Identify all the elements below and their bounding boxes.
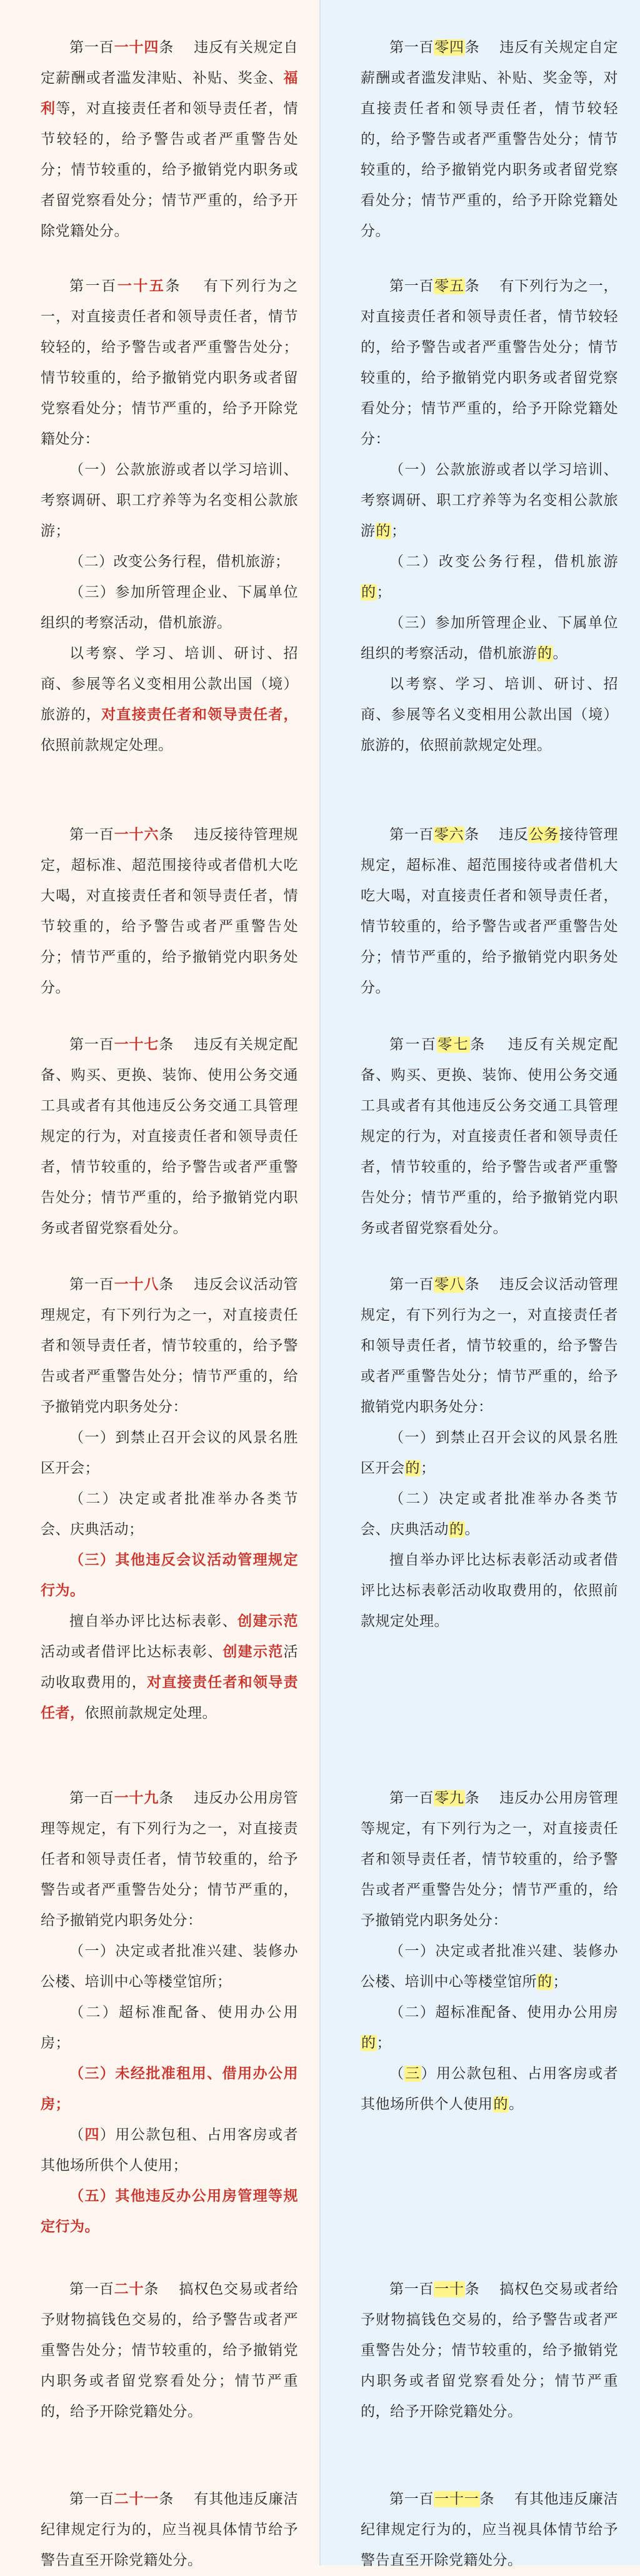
text-run: 。 <box>464 1521 479 1538</box>
changed-text: 的 <box>361 584 376 600</box>
article-heading-paragraph <box>361 1030 618 1244</box>
article-heading-paragraph <box>41 2274 298 2427</box>
left-article-2 <box>41 271 298 761</box>
revised-text: 一十九 <box>114 1790 159 1806</box>
revised-text: 对直接责任者和领导责任者， <box>41 1674 298 1721</box>
revised-text: 一十八 <box>114 1276 159 1293</box>
article-item-paragraph <box>41 455 298 547</box>
text-run: （一）决定或者批准兴建、装修办公楼、培训中心等楼堂馆所 <box>361 1943 618 1990</box>
changed-text: 一十 <box>434 2281 464 2297</box>
text-run: 条 搞权色交易或者给予财物搞钱色交易的，给予警告或者严重警告处分；情节较重的，给予撤销党内职务或者留党察看处分；情节严重的，给予开除党籍处分。 <box>361 2281 619 2420</box>
article-item-paragraph <box>41 1997 298 2059</box>
revised-text: 一十六 <box>114 827 159 843</box>
text-run: 条 违反办公用房管理等规定，有下列行为之一，对直接责任者和领导责任者，情节较重的，给予警告或者严重警告处分；情节严重的，给予撤销党内职务处分： <box>41 1790 299 1929</box>
text-run: ）用公款包租、占用客房或者其他场所供个人使用 <box>361 2066 619 2112</box>
changed-text: 的 <box>376 523 391 539</box>
article-item-paragraph <box>361 2059 618 2120</box>
article-item-paragraph <box>361 1484 618 1545</box>
revised-text: 二十 <box>114 2281 144 2297</box>
text-run: （三）参加所管理企业、下属单位组织的考察活动，借机旅游。 <box>41 584 298 631</box>
article-item-paragraph <box>361 608 618 669</box>
text-run: 第一百 <box>69 827 114 843</box>
text-run: ； <box>391 523 406 539</box>
revised-text: 四 <box>84 2127 100 2143</box>
article-item-paragraph <box>361 1423 618 1484</box>
text-run: 擅自举办评比达标表彰、 <box>69 1613 238 1629</box>
changed-text: 的 <box>449 1521 464 1538</box>
revised-text: 创建示范 <box>238 1613 299 1629</box>
changed-text: 零七 <box>438 1037 470 1053</box>
article-heading-paragraph <box>361 32 618 247</box>
text-run: （一）公款旅游或者以学习培训、考察调研、职工疗养等为名变相公款旅游 <box>361 462 618 539</box>
article-item-paragraph <box>361 1545 618 1637</box>
revised-text: （三）其他违反会议活动管理规定行为。 <box>41 1552 298 1599</box>
article-item-paragraph <box>361 669 618 761</box>
text-run: ； <box>376 584 391 600</box>
text-run: （二）超标准配备、使用办公用房 <box>389 2004 618 2021</box>
article-heading-paragraph <box>361 1270 618 1423</box>
text-run: （ <box>69 2127 85 2143</box>
text-run: （一）公款旅游或者以学习培训、考察调研、职工疗养等为名变相公款旅游； <box>41 462 298 539</box>
text-run: 条 违反有关规定自定薪酬或者滥发津贴、补贴、奖金、 <box>41 39 299 86</box>
text-run: 活动收取费用的， <box>41 1644 298 1691</box>
changed-text: 三 <box>405 2066 421 2082</box>
text-run: 第一百 <box>69 1037 114 1053</box>
changed-text: 零四 <box>434 39 464 56</box>
article-heading-paragraph <box>41 1270 298 1423</box>
right-article-2 <box>361 271 618 761</box>
right-article-4 <box>361 1030 618 1244</box>
article-item-paragraph <box>41 547 298 577</box>
article-item-paragraph <box>41 1545 298 1606</box>
left-article-3 <box>41 820 298 1003</box>
text-run: （二）改变公务行程，借机旅游； <box>69 554 290 570</box>
text-run: 条 有下列行为之一，对直接责任者和领导责任者，情节较轻的，给予警告或者严重警告处分；情节较重的，给予撤销党内职务或者留党察看处分；情节严重的，给予开除党籍处分： <box>41 278 299 447</box>
text-run: 接待管理规定，超标准、超范围接待或者借机大吃大喝，对直接责任者和领导责任者，情节较重的，给予警告或者严重警告处分；情节严重的，给予撤销党内职务处分。 <box>361 827 619 996</box>
text-run: 条 有其他违反廉洁纪律规定行为的，应当视具体情节给予警告直至开除党籍处分。 <box>41 2491 299 2569</box>
text-run: 条 违反接待管理规定，超标准、超范围接待或者借机大吃大喝，对直接责任者和领导责任者，情节较重的，给予警告或者严重警告处分；情节严重的，给予撤销党内职务处分。 <box>41 827 299 996</box>
article-item-paragraph <box>41 1606 298 1729</box>
text-run: ； <box>421 1460 436 1476</box>
revised-text: 福利 <box>41 70 298 117</box>
text-run: 第一百 <box>389 2281 434 2297</box>
right-article-6 <box>361 1783 618 2120</box>
article-heading-paragraph <box>41 1783 298 1936</box>
text-run: 条 有下列行为之一，对直接责任者和领导责任者，情节较轻的，给予警告或者严重警告处分；情节较重的，给予撤销党内职务或者留党察看处分；情节严重的，给予开除党籍处分： <box>361 278 619 447</box>
text-run: 依照前款规定处理。 <box>84 1705 217 1721</box>
text-run: 以考察、学习、培训、研讨、招商、参展等名义变相用公款出国（境）旅游的，依照前款规定处理。 <box>361 676 618 753</box>
article-heading-paragraph <box>41 271 298 455</box>
article-item-paragraph <box>41 577 298 639</box>
changed-text: 的 <box>538 645 552 662</box>
right-article-5 <box>361 1270 618 1637</box>
changed-text: 的 <box>493 2096 508 2112</box>
changed-text: 的 <box>361 2035 376 2051</box>
text-run: 第一百 <box>389 1790 434 1806</box>
revised-text: 二十一 <box>114 2491 159 2507</box>
text-run: 条 违反有关规定配备、购买、更换、装饰、使用公务交通工具或者有其他违反公务交通工具管理规定的行为，对直接责任者和领导责任者，情节较重的，给予警告或者严重警告处分；情节严重的，给予撤销党内职务或者留党察看处分。 <box>41 1037 299 1236</box>
revised-text: （三）未经批准租用、借用办公用房； <box>41 2066 298 2112</box>
text-run: 第一百 <box>69 1790 114 1806</box>
text-run: （一）到禁止召开会议的风景名胜区开会； <box>41 1430 298 1476</box>
revised-text: （五）其他违反办公用房管理等规定行为。 <box>41 2188 298 2235</box>
changed-text: 的 <box>405 1460 420 1476</box>
text-run: 。 <box>552 645 568 662</box>
text-run: 第一百 <box>69 39 114 56</box>
text-run: ； <box>376 2035 391 2051</box>
left-article-8 <box>41 2484 298 2576</box>
left-article-1 <box>41 32 298 247</box>
text-run: 以考察、学习、培训、研讨、招商、参展等名义变相用公款出国（境）旅游的， <box>41 645 298 723</box>
left-article-4 <box>41 1030 298 1244</box>
right-article-3 <box>361 820 618 1003</box>
revised-text: 创建示范 <box>222 1644 284 1660</box>
text-run: 条 违反有关规定自定薪酬或者滥发津贴、补贴、奖金等，对直接责任者和领导责任者，情节较轻的，给予警告或者严重警告处分；情节较重的，给予撤销党内职务或者留党察看处分；情节严重的，给予开除党籍处分。 <box>361 39 619 239</box>
text-run: 条 搞权色交易或者给予财物搞钱色交易的，给予警告或者严重警告处分；情节较重的，给予撤销党内职务或者留党察看处分；情节严重的，给予开除党籍处分。 <box>41 2281 299 2420</box>
revised-text: 一十四 <box>114 39 159 56</box>
changed-text: 一十一 <box>434 2491 479 2507</box>
right-article-1 <box>361 32 618 247</box>
text-run: 第一百 <box>389 1037 438 1053</box>
changed-text: 公务 <box>529 827 559 843</box>
article-heading-paragraph <box>41 32 298 247</box>
left-article-7 <box>41 2274 298 2427</box>
text-run: 条 违反 <box>464 827 529 843</box>
article-item-paragraph <box>41 1936 298 1997</box>
article-heading-paragraph <box>361 2274 618 2427</box>
text-run: （二）决定或者批准举办各类节会、庆典活动； <box>41 1491 298 1538</box>
changed-text: 零八 <box>434 1276 464 1293</box>
article-heading-paragraph <box>41 1030 298 1244</box>
text-run: （一）决定或者批准兴建、装修办公楼、培训中心等楼堂馆所； <box>41 1943 298 1990</box>
text-run: 第一百 <box>389 827 434 843</box>
revised-text: 一十七 <box>114 1037 159 1053</box>
article-heading-paragraph <box>41 2484 298 2576</box>
article-item-paragraph <box>361 1936 618 1997</box>
text-run: 第一百 <box>389 278 434 294</box>
text-run: 第一百 <box>69 1276 114 1293</box>
article-item-paragraph <box>41 2059 298 2120</box>
text-run: 条 违反会议活动管理规定，有下列行为之一，对直接责任者和领导责任者，情节较重的，给予警告或者严重警告处分；情节严重的，给予撤销党内职务处分： <box>41 1276 299 1415</box>
text-run: （三）参加所管理企业、下属单位组织的考察活动，借机旅游 <box>361 615 618 662</box>
article-item-paragraph <box>361 547 618 608</box>
column-divider <box>319 0 321 2565</box>
text-run: ）用公款包租、占用客房或者其他场所供个人使用； <box>41 2127 299 2174</box>
text-run: 条 违反会议活动管理规定，有下列行为之一，对直接责任者和领导责任者，情节较重的，给予警告或者严重警告处分；情节严重的，给予撤销党内职务处分： <box>361 1276 619 1415</box>
text-run: 条 违反办公用房管理等规定，有下列行为之一，对直接责任者和领导责任者，情节较重的，给予警告或者严重警告处分；情节严重的，给予撤销党内职务处分： <box>361 1790 619 1929</box>
article-item-paragraph <box>41 2181 298 2242</box>
changed-text: 的 <box>538 1974 552 1990</box>
text-run: （二）决定或者批准举办各类节会、庆典活动 <box>361 1491 618 1538</box>
text-run: （二）超标准配备、使用办公用房； <box>41 2004 298 2051</box>
article-item-paragraph <box>41 1484 298 1545</box>
text-run: （二）改变公务行程，借机旅游 <box>389 554 618 570</box>
changed-text: 零五 <box>434 278 464 294</box>
revised-text: 对直接责任者和领导责任者， <box>101 707 298 723</box>
changed-text: 零六 <box>434 827 464 843</box>
changed-text: 零九 <box>434 1790 464 1806</box>
text-run: 第一百 <box>389 2491 434 2507</box>
text-run: （一）到禁止召开会议的风景名胜区开会 <box>361 1430 618 1476</box>
text-run: 第一百 <box>69 278 118 294</box>
text-run: 第一百 <box>389 39 434 56</box>
article-item-paragraph <box>361 455 618 547</box>
revised-text: 一十五 <box>117 278 166 294</box>
text-run: 。 <box>509 2096 524 2112</box>
right-article-8 <box>361 2484 618 2576</box>
text-run: 活动或者借评比达标表彰、 <box>41 1644 223 1660</box>
text-run: 第一百 <box>389 1276 434 1293</box>
text-run: 擅自举办评比达标表彰活动或者借评比达标表彰活动收取费用的，依照前款规定处理。 <box>361 1552 618 1629</box>
article-item-paragraph <box>361 1997 618 2059</box>
article-heading-paragraph <box>361 1783 618 1936</box>
article-heading-paragraph <box>361 820 618 1003</box>
left-article-5 <box>41 1270 298 1729</box>
article-item-paragraph <box>41 2120 298 2181</box>
text-run: 条 违反有关规定配备、购买、更换、装饰、使用公务交通工具或者有其他违反公务交通工具管理规定的行为，对直接责任者和领导责任者，情节较重的，给予警告或者严重警告处分；情节严重的，给予撤销党内职务或者留党察看处分。 <box>361 1037 619 1236</box>
text-run: 等，对直接责任者和领导责任者，情节较轻的，给予警告或者严重警告处分；情节较重的，给予撤销党内职务或者留党察看处分；情节严重的，给予开除党籍处分。 <box>41 101 298 239</box>
article-heading-paragraph <box>361 271 618 455</box>
text-run: 条 有其他违反廉洁纪律规定行为的，应当视具体情节给予警告直至开除党籍处分。 <box>361 2491 619 2569</box>
text-run: 第一百 <box>69 2281 114 2297</box>
text-run: （ <box>389 2066 405 2082</box>
text-run: 第一百 <box>69 2491 114 2507</box>
article-heading-paragraph <box>361 2484 618 2576</box>
text-run: 依照前款规定处理。 <box>41 737 173 753</box>
left-article-6 <box>41 1783 298 2242</box>
right-article-7 <box>361 2274 618 2427</box>
article-item-paragraph <box>41 639 298 761</box>
article-item-paragraph <box>41 1423 298 1484</box>
article-heading-paragraph <box>41 820 298 1003</box>
text-run: ； <box>552 1974 568 1990</box>
